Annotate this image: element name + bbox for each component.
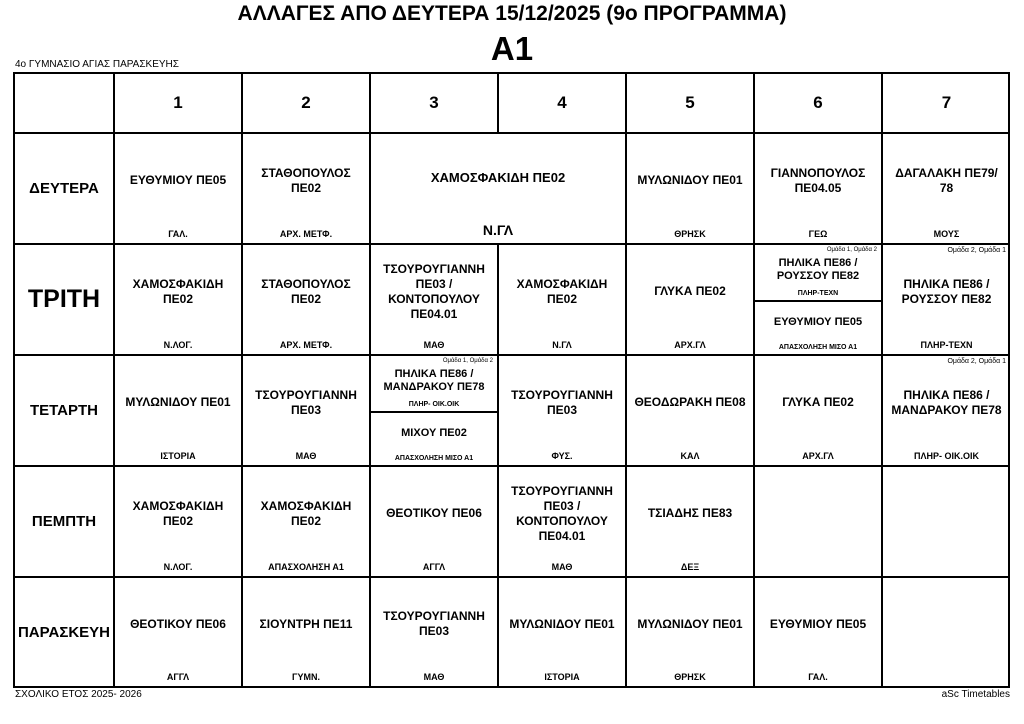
lesson-cell bbox=[755, 134, 883, 245]
lesson-cell bbox=[243, 134, 371, 245]
lesson-cell bbox=[499, 356, 627, 467]
lesson-teacher: ΜΥΛΩΝΙΔΟΥ ΠΕ01 bbox=[125, 395, 231, 409]
lesson-subject: ΑΡΧ. ΜΕΤΦ. bbox=[279, 229, 333, 239]
lesson-subject: ΔΕΞ bbox=[680, 562, 700, 572]
lesson-cell bbox=[371, 467, 499, 578]
lesson-groups: Ομάδα 1, Ομάδα 2 bbox=[826, 247, 877, 253]
lesson-teacher: ΤΣΟΥΡΟΥΓΙΑΝΝΗ ΠΕ03 / ΚΟΝΤΟΠΟΥΛΟΥ ΠΕ04.01 bbox=[511, 483, 613, 543]
lesson-cell bbox=[115, 245, 243, 356]
lesson-cell bbox=[755, 356, 883, 467]
split-lesson-cell bbox=[371, 356, 499, 467]
lesson-cell bbox=[243, 467, 371, 578]
period-header: 1 bbox=[115, 74, 243, 134]
lesson-teacher: ΠΗΛΙΚΑ ΠΕ86 / ΡΟΥΣΣΟΥ ΠΕ82 bbox=[901, 276, 992, 306]
lesson-groups: Ομάδα 2, Ομάδα 1 bbox=[947, 247, 1006, 254]
lesson-subject: ΓΕΩ bbox=[808, 229, 828, 239]
lesson-cell bbox=[499, 245, 627, 356]
lesson-teacher: ΤΣΟΥΡΟΥΓΙΑΝΝΗ ΠΕ03 / ΚΟΝΤΟΠΟΥΛΟΥ ΠΕ04.01 bbox=[383, 261, 485, 321]
lesson-subject: ΜΑΘ bbox=[551, 562, 573, 572]
lesson-subject: ΑΡΧ.ΓΛ bbox=[674, 340, 706, 350]
day-label: ΠΑΡΑΣΚΕΥΗ bbox=[15, 578, 115, 686]
lesson-subject: ΑΠΑΣΧΟΛΗΣΗ ΜΙΣΟ Α1 bbox=[778, 344, 858, 351]
lesson-cell bbox=[755, 578, 883, 686]
empty-cell bbox=[883, 578, 1010, 686]
lesson-cell bbox=[115, 467, 243, 578]
school-name: 4ο ΓΥΜΝΑΣΙΟ ΑΓΙΑΣ ΠΑΡΑΣΚΕΥΗΣ bbox=[15, 59, 179, 70]
lesson-cell bbox=[627, 356, 755, 467]
lesson-subject: ΦΥΣ. bbox=[551, 451, 573, 461]
lesson-subject: Ν.ΓΛ bbox=[482, 222, 514, 238]
lesson-subject: ΜΑΘ bbox=[423, 672, 445, 682]
lesson-teacher: ΧΑΜΟΣΦΑΚΙΔΗ ΠΕ02 bbox=[516, 276, 608, 306]
period-header: 7 bbox=[883, 74, 1010, 134]
empty-cell bbox=[883, 467, 1010, 578]
lesson-cell bbox=[627, 467, 755, 578]
lesson-teacher: ΧΑΜΟΣΦΑΚΙΔΗ ΠΕ02 bbox=[260, 498, 352, 528]
lesson-cell bbox=[243, 245, 371, 356]
lesson-cell bbox=[371, 245, 499, 356]
lesson-teacher: ΕΥΘΥΜΙΟΥ ΠΕ05 bbox=[773, 315, 863, 328]
software-credit: aSc Timetables bbox=[941, 689, 1010, 700]
school-year: ΣΧΟΛΙΚΟ ΕΤΟΣ 2025- 2026 bbox=[15, 689, 142, 700]
day-label: ΔΕΥΤΕΡΑ bbox=[15, 134, 115, 245]
lesson-subject: Ν.ΓΛ bbox=[552, 340, 572, 350]
lesson-teacher: ΧΑΜΟΣΦΑΚΙΔΗ ΠΕ02 bbox=[132, 498, 224, 528]
lesson-subject: ΠΛΗΡ-ΤΕΧΝ bbox=[920, 340, 973, 350]
page-title: ΑΛΛΑΓΕΣ ΑΠΟ ΔΕΥΤΕΡΑ 15/12/2025 (9ο ΠΡΟΓΡΑΜΜΑ) bbox=[237, 2, 787, 25]
lesson-subject: ΚΑΛ bbox=[680, 451, 700, 461]
lesson-teacher: ΘΕΟΤΙΚΟΥ ΠΕ06 bbox=[386, 506, 482, 520]
lesson-subject: Ν.ΛΟΓ. bbox=[163, 340, 193, 350]
lesson-teacher: ΣΤΑΘΟΠΟΥΛΟΣ ΠΕ02 bbox=[261, 165, 351, 195]
lesson-subject: ΜΑΘ bbox=[295, 451, 317, 461]
lesson-subject: ΙΣΤΟΡΙΑ bbox=[160, 451, 196, 461]
lesson-subject: ΓΑΛ. bbox=[168, 229, 188, 239]
day-label: ΠΕΜΠΤΗ bbox=[15, 467, 115, 578]
lesson-subject: Ν.ΛΟΓ. bbox=[163, 562, 193, 572]
lesson-subject: ΠΛΗΡ- ΟΙΚ.ΟΙΚ bbox=[408, 401, 460, 408]
lesson-cell bbox=[115, 356, 243, 467]
timetable-grid bbox=[13, 72, 1010, 688]
lesson-teacher: ΘΕΟΤΙΚΟΥ ΠΕ06 bbox=[130, 616, 226, 631]
lesson-teacher: ΠΗΛΙΚΑ ΠΕ86 / ΜΑΝΔΡΑΚΟΥ ΠΕ78 bbox=[383, 367, 485, 393]
lesson-cell bbox=[115, 578, 243, 686]
lesson-groups: Ομάδα 1, Ομάδα 2 bbox=[442, 358, 493, 364]
lesson-cell bbox=[115, 134, 243, 245]
lesson-subject: ΙΣΤΟΡΙΑ bbox=[544, 672, 580, 682]
lesson-teacher: ΕΥΘΥΜΙΟΥ ΠΕ05 bbox=[129, 173, 227, 187]
corner-cell bbox=[15, 74, 115, 134]
lesson-subject: ΠΛΗΡ- ΟΙΚ.ΟΙΚ bbox=[913, 451, 979, 461]
lesson-teacher: ΕΥΘΥΜΙΟΥ ΠΕ05 bbox=[769, 616, 867, 631]
lesson-subject: ΓΥΜΝ. bbox=[292, 672, 320, 682]
day-label: ΤΡΙΤΗ bbox=[15, 245, 115, 356]
lesson-subject: ΜΟΥΣ bbox=[933, 229, 960, 239]
period-header: 5 bbox=[627, 74, 755, 134]
day-label: ΤΕΤΑΡΤΗ bbox=[15, 356, 115, 467]
lesson-cell bbox=[243, 578, 371, 686]
period-header: 2 bbox=[243, 74, 371, 134]
lesson-teacher: ΜΥΛΩΝΙΔΟΥ ΠΕ01 bbox=[509, 616, 615, 631]
lesson-subject: ΜΑΘ bbox=[423, 340, 445, 350]
lesson-group-b bbox=[755, 302, 881, 354]
lesson-cell bbox=[371, 578, 499, 686]
lesson-teacher: ΓΙΑΝΝΟΠΟΥΛΟΣ ΠΕ04.05 bbox=[770, 165, 866, 195]
lesson-teacher: ΜΥΛΩΝΙΔΟΥ ΠΕ01 bbox=[637, 173, 743, 187]
lesson-subject: ΓΑΛ. bbox=[808, 672, 828, 682]
lesson-cell bbox=[627, 578, 755, 686]
lesson-subject: ΑΡΧ.ΓΛ bbox=[802, 451, 834, 461]
lesson-subject: ΑΡΧ. ΜΕΤΦ. bbox=[279, 340, 333, 350]
lesson-teacher: ΧΑΜΟΣΦΑΚΙΔΗ ΠΕ02 bbox=[430, 170, 566, 185]
lesson-cell bbox=[371, 134, 627, 245]
lesson-teacher: ΓΛΥΚΑ ΠΕ02 bbox=[654, 284, 726, 298]
lesson-cell bbox=[627, 134, 755, 245]
lesson-teacher: ΔΑΓΑΛΑΚΗ ΠΕ79/ 78 bbox=[895, 165, 998, 195]
lesson-subject: ΘΡΗΣΚ bbox=[674, 229, 706, 239]
lesson-teacher: ΤΣΟΥΡΟΥΓΙΑΝΝΗ ΠΕ03 bbox=[511, 387, 613, 417]
lesson-groups: Ομάδα 2, Ομάδα 1 bbox=[947, 358, 1006, 365]
lesson-subject: ΘΡΗΣΚ bbox=[674, 672, 706, 682]
lesson-group-a bbox=[755, 245, 881, 300]
lesson-cell bbox=[499, 467, 627, 578]
lesson-subject: ΑΠΑΣΧΟΛΗΣΗ Α1 bbox=[268, 562, 344, 572]
lesson-teacher: ΠΗΛΙΚΑ ΠΕ86 / ΜΑΝΔΡΑΚΟΥ ΠΕ78 bbox=[891, 387, 1002, 417]
lesson-cell bbox=[243, 356, 371, 467]
lesson-teacher: ΤΣΟΥΡΟΥΓΙΑΝΝΗ ΠΕ03 bbox=[255, 387, 357, 417]
lesson-teacher: ΣΙΟΥΝΤΡΗ ΠΕ11 bbox=[259, 616, 353, 631]
lesson-teacher: ΜΙΧΟΥ ΠΕ02 bbox=[401, 426, 467, 439]
lesson-teacher: ΣΤΑΘΟΠΟΥΛΟΣ ΠΕ02 bbox=[261, 276, 351, 306]
lesson-cell bbox=[883, 134, 1010, 245]
lesson-subject: ΑΓΓΛ bbox=[166, 672, 190, 682]
period-header: 3 bbox=[371, 74, 499, 134]
split-lesson-cell bbox=[755, 245, 883, 356]
lesson-cell bbox=[883, 356, 1010, 467]
lesson-teacher: ΤΣΙΑΔΗΣ ΠΕ83 bbox=[647, 506, 733, 520]
lesson-teacher: ΠΗΛΙΚΑ ΠΕ86 / ΡΟΥΣΣΟΥ ΠΕ82 bbox=[776, 256, 860, 282]
lesson-cell bbox=[499, 578, 627, 686]
lesson-subject: ΠΛΗΡ-ΤΕΧΝ bbox=[797, 290, 839, 297]
lesson-group-b bbox=[371, 413, 497, 465]
lesson-teacher: ΧΑΜΟΣΦΑΚΙΔΗ ΠΕ02 bbox=[132, 276, 224, 306]
period-header: 6 bbox=[755, 74, 883, 134]
lesson-cell bbox=[627, 245, 755, 356]
lesson-teacher: ΘΕΟΔΩΡΑΚΗ ΠΕ08 bbox=[634, 395, 746, 409]
lesson-teacher: ΜΥΛΩΝΙΔΟΥ ΠΕ01 bbox=[637, 616, 743, 631]
lesson-teacher: ΤΣΟΥΡΟΥΓΙΑΝΝΗ ΠΕ03 bbox=[383, 609, 485, 638]
class-name: Α1 bbox=[490, 30, 534, 67]
lesson-subject: ΑΠΑΣΧΟΛΗΣΗ ΜΙΣΟ Α1 bbox=[394, 455, 474, 462]
period-header: 4 bbox=[499, 74, 627, 134]
lesson-cell bbox=[883, 245, 1010, 356]
lesson-group-a bbox=[371, 356, 497, 411]
empty-cell bbox=[755, 467, 883, 578]
lesson-teacher: ΓΛΥΚΑ ΠΕ02 bbox=[782, 395, 854, 409]
lesson-subject: ΑΓΓΛ bbox=[422, 562, 446, 572]
